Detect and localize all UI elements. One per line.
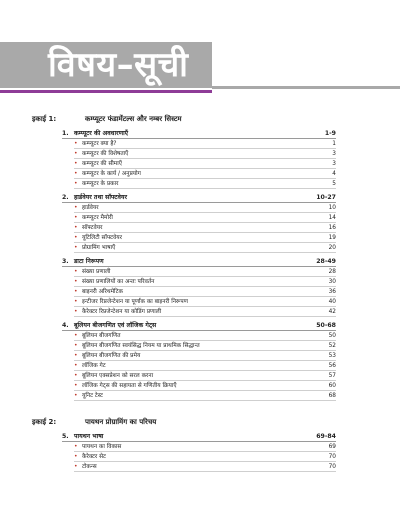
toc-item-page: 68 <box>328 392 336 399</box>
toc-item-page: 16 <box>328 224 336 231</box>
toc-item-title: सॉफ्टवेयर <box>82 224 103 231</box>
toc-item <box>74 351 336 361</box>
toc-item <box>74 442 336 452</box>
chapter-number: 1. <box>62 129 69 137</box>
bullet-icon: • <box>74 203 78 211</box>
bullet-icon: • <box>74 213 78 221</box>
toc-item-page: 53 <box>328 352 336 359</box>
unit-title: कम्प्यूटर फंडामेंटल्स और नम्बर सिस्टम <box>85 115 182 123</box>
bullet-icon: • <box>74 371 78 379</box>
toc-item <box>74 297 336 307</box>
toc-item <box>74 243 336 253</box>
toc-item-page: 3 <box>332 160 336 167</box>
bullet-icon: • <box>74 307 78 315</box>
toc-item-page: 19 <box>328 234 336 241</box>
toc-item-title: कम्प्यूटर की विशेषताएँ <box>82 150 129 157</box>
toc-item-page: 30 <box>328 278 336 285</box>
toc-item-page: 20 <box>328 244 336 251</box>
unit-label: इकाई 1: <box>32 115 57 123</box>
header-rule-gray <box>212 86 400 89</box>
chapter-row <box>62 129 336 139</box>
toc-item-title: हार्डवेयर <box>82 204 99 211</box>
unit-heading <box>0 417 400 428</box>
bullet-icon: • <box>74 243 78 251</box>
toc-item <box>74 287 336 297</box>
toc-item <box>74 391 336 401</box>
toc-item-title: कम्प्यूटर मैमोरी <box>82 214 113 221</box>
chapter-number: 5. <box>62 432 69 440</box>
toc-item <box>74 159 336 169</box>
bullet-icon: • <box>74 391 78 399</box>
toc-item <box>74 361 336 371</box>
toc-item-title: टोकन्स <box>82 463 97 470</box>
toc-item-title: बूलियन बीजगणित स्वयंसिद्ध नियम या प्राथमिक सिद्धान्त <box>82 342 200 349</box>
bullet-icon: • <box>74 331 78 339</box>
toc-item-title: बूलियन बीजगणित की प्रमेय <box>82 352 141 359</box>
bullet-icon: • <box>74 287 78 295</box>
toc-item <box>74 331 336 341</box>
toc-item-title: पायथन का विकास <box>82 443 122 450</box>
chapter-title: डाटा निरूपण <box>74 257 104 265</box>
toc-item-page: 4 <box>332 170 336 177</box>
chapter-row <box>62 193 336 203</box>
bullet-icon: • <box>74 139 78 147</box>
toc-item <box>74 169 336 179</box>
toc-item-page: 56 <box>328 362 336 369</box>
toc-item <box>74 341 336 351</box>
toc-item-page: 42 <box>328 308 336 315</box>
chapter-title: पायथन भाषा <box>74 432 104 440</box>
toc-item-title: बूलियन एक्सप्रेशन को सरल करना <box>82 372 154 379</box>
toc-item <box>74 462 336 472</box>
toc-item-page: 50 <box>328 332 336 339</box>
toc-item-title: संख्या प्रणाली <box>82 268 111 275</box>
page-title: विषय–सूची <box>48 45 189 85</box>
bullet-icon: • <box>74 233 78 241</box>
chapter-number: 3. <box>62 257 69 265</box>
bullet-icon: • <box>74 351 78 359</box>
header-rule-purple <box>0 90 212 93</box>
toc-item <box>74 203 336 213</box>
bullet-icon: • <box>74 179 78 187</box>
title-banner <box>0 42 212 88</box>
chapter-page-range: 10-27 <box>316 193 336 201</box>
toc-item-title: लॉजिक गेट्स की सहायता से गणितीय क्रियाएँ <box>82 382 177 389</box>
chapter-number: 2. <box>62 193 69 201</box>
toc-item <box>74 179 336 189</box>
toc-item-title: कैरेक्टर सेट <box>82 453 106 460</box>
toc-item <box>74 233 336 243</box>
bullet-icon: • <box>74 381 78 389</box>
toc-item-title: कैरेक्टर रिप्रजेन्टेशन या कोडिंग प्रणाली <box>82 308 162 315</box>
bullet-icon: • <box>74 223 78 231</box>
toc-item-title: कम्प्यूटर की सीमाएँ <box>82 160 122 167</box>
toc-item-page: 57 <box>328 372 336 379</box>
toc-item-title: बाइनरी अरिथमेटिक <box>82 288 123 295</box>
toc-item-page: 3 <box>332 150 336 157</box>
toc-item <box>74 223 336 233</box>
bullet-icon: • <box>74 452 78 460</box>
toc-item <box>74 452 336 462</box>
table-of-contents <box>0 114 400 472</box>
chapter-number: 4. <box>62 321 69 329</box>
toc-item-title: बूलियन बीजगणित <box>82 332 121 339</box>
toc-item-title: लॉजिक गेट <box>82 362 106 369</box>
chapter-page-range: 69-84 <box>316 432 336 440</box>
unit-label: इकाई 2: <box>32 418 57 426</box>
toc-item <box>74 213 336 223</box>
chapter-page-range: 50-68 <box>316 321 336 329</box>
toc-item-page: 69 <box>328 443 336 450</box>
bullet-icon: • <box>74 297 78 305</box>
chapter-title: बूलियन बीजगणित एवं लॉजिक गेट्स <box>74 321 157 329</box>
toc-item-title: संख्या प्रणालियों का अन्तः परिवर्तन <box>82 278 155 285</box>
toc-item-title: कम्प्यूटर क्या है? <box>82 140 117 147</box>
toc-item-title: प्रोग्रामिंग भाषाएँ <box>82 244 116 251</box>
toc-item <box>74 277 336 287</box>
toc-item <box>74 267 336 277</box>
toc-item-page: 40 <box>328 298 336 305</box>
chapter-title: हार्डवेयर तथा सॉफ्टवेयर <box>74 193 128 201</box>
toc-item <box>74 371 336 381</box>
toc-item-page: 5 <box>332 180 336 187</box>
bullet-icon: • <box>74 277 78 285</box>
bullet-icon: • <box>74 341 78 349</box>
toc-item-page: 36 <box>328 288 336 295</box>
bullet-icon: • <box>74 159 78 167</box>
unit-title: पायथन प्रोग्रामिंग का परिचय <box>85 418 157 426</box>
toc-item-title: यूनिट टेस्ट <box>82 392 103 399</box>
bullet-icon: • <box>74 267 78 275</box>
toc-item-page: 70 <box>328 453 336 460</box>
chapter-row <box>62 321 336 331</box>
toc-item-title: कम्प्यूटर के कार्य / अनुप्रयोग <box>82 170 141 177</box>
toc-item-page: 52 <box>328 342 336 349</box>
chapter-row <box>62 432 336 442</box>
bullet-icon: • <box>74 169 78 177</box>
chapter-row <box>62 257 336 267</box>
toc-item-page: 10 <box>328 204 336 211</box>
toc-item <box>74 149 336 159</box>
toc-item-title: यूटिलिटी सॉफ्टवेयर <box>82 234 122 241</box>
bullet-icon: • <box>74 149 78 157</box>
unit-heading <box>0 114 400 125</box>
toc-item <box>74 381 336 391</box>
toc-item-page: 60 <box>328 382 336 389</box>
toc-item-page: 14 <box>328 214 336 221</box>
toc-item-title: इन्टीजर रिप्रजेन्टेशन या पूर्णांक का बाइनरी निरूपण <box>82 298 188 305</box>
chapter-title: कम्प्यूटर की अवधारणाएँ <box>74 129 129 137</box>
chapter-page-range: 1-9 <box>324 129 336 137</box>
toc-item-page: 1 <box>332 140 336 147</box>
toc-item-page: 70 <box>328 463 336 470</box>
unit-spacer <box>0 401 400 417</box>
chapter-page-range: 28-49 <box>316 257 336 265</box>
toc-item <box>74 139 336 149</box>
bullet-icon: • <box>74 462 78 470</box>
toc-item <box>74 307 336 317</box>
toc-item-page: 28 <box>328 268 336 275</box>
bullet-icon: • <box>74 361 78 369</box>
bullet-icon: • <box>74 442 78 450</box>
toc-item-title: कम्प्यूटर के प्रकार <box>82 180 119 187</box>
